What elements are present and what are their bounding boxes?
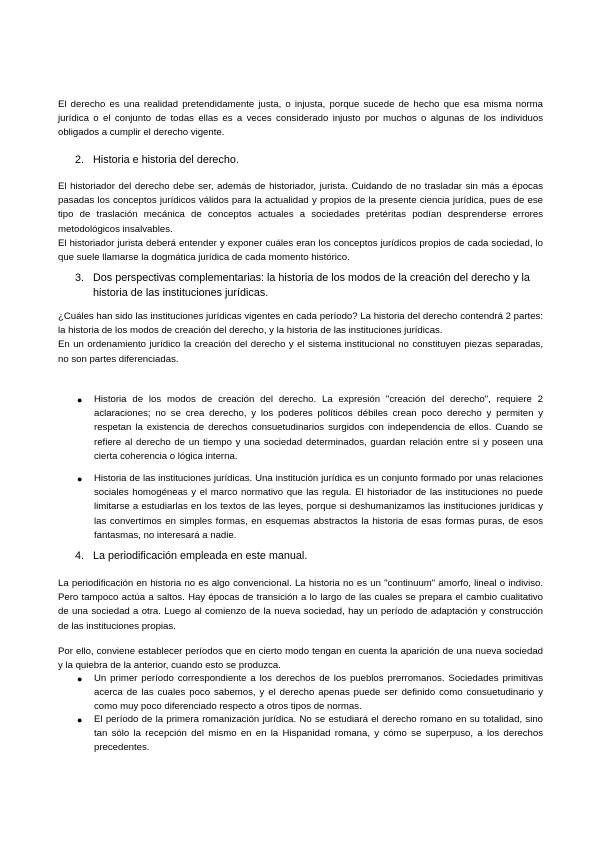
section-heading-4 <box>75 549 545 564</box>
list-item <box>77 713 543 756</box>
paragraph-periods <box>58 645 543 673</box>
heading-number: 3. <box>75 272 85 284</box>
list-item <box>77 672 543 715</box>
list-item <box>77 393 543 464</box>
paragraph-text: El historiador del derecho debe ser, además de historiador, jurista. Cuidando de no trasladar sin más a épocas pasadas los conceptos jurídicos válidos para la actualidad y propios de la presente ciencia jurídica, pues de ese tipo de traslación mecánica de conceptos actuales a sociedades pretéritas podían desprenderse errores metodológicos insalvables. <box>58 181 543 235</box>
paragraph-text: El historiador jurista deberá entender y exponer cuáles eran los conceptos jurídicos propios de cada sociedad, lo que suele llamarse la dogmática jurídica de cada momento histórico. <box>58 237 543 264</box>
paragraph-text: En un ordenamiento jurídico la creación del derecho y el sistema institucional no constituyen piezas separadas, no son partes diferenciadas. <box>58 339 543 365</box>
heading-text: Historia e historia del derecho. <box>93 154 239 166</box>
paragraph-text: ¿Cuáles han sido las instituciones jurídicas vigentes en cada período? La historia del derecho contendrá 2 partes: la historia de los modos de creación del derecho, y la historia de las instituciones jurídicas. <box>58 311 543 337</box>
heading-number: 4. <box>75 550 85 562</box>
paragraph-text: El derecho es una realidad pretendidamente justa, o injusta, porque sucede de hecho que esa misma norma jurídica o el conjunto de todas ellas es a veces considerado injusto por muchos o algunas de los individuos obligados a cumplir el derecho vigente. <box>58 99 543 139</box>
section-heading-3 <box>75 271 545 301</box>
paragraph-institutions <box>58 310 543 367</box>
heading-text: Dos perspectivas complementarias: la historia de los modos de la creación del derecho y la historia de las instituciones jurídicas. <box>93 272 530 299</box>
bullet-icon: ● <box>77 674 83 684</box>
bullet-icon: ● <box>77 715 83 725</box>
bullet-icon: ● <box>77 395 83 405</box>
paragraph-text: La periodificación en historia no es algo convencional. La historia no es un "continuum" amorfo, lineal o indiviso. Pero tampoco actúa a saltos. Hay épocas de transición a lo largo de las cuales se prepara el cambio cualitativo de una sociedad a otra. Luego al comienzo de la nueva sociedad, hay un período de adaptación y construcción de las instituciones propias. <box>58 578 543 632</box>
paragraph-intro <box>58 98 543 141</box>
list-item <box>77 472 543 543</box>
paragraph-periodization <box>58 577 543 634</box>
list-item-text: Un primer período correspondiente a los derechos de los pueblos prerromanos. Sociedades primitivas acerca de las cuales poco sabemos, y el derecho apenas puede ser definido como consuetudinario y como muy poco diferenciado respecto a otros tipos de normas. <box>94 673 543 713</box>
heading-text: La periodificación empleada en este manual. <box>93 550 308 562</box>
list-item-text: El período de la primera romanización jurídica. No se estudiará el derecho romano en su totalidad, sino tan sólo la recepción del mismo en en la Hispanidad romana, y cómo se superpuso, a los derechos precedentes. <box>94 714 543 754</box>
list-item-text: Historia de las instituciones jurídicas. Una institución jurídica es un conjunto formado por unas relaciones sociales homogéneas y el marco normativo que las regula. El historiador de las instituciones no puede limitarse a estudiarlas en los textos de las leyes, porque si deshumanizamos las instituciones jurídicas y las convertimos en simples formas, en esquemas abstractos la historia de esas formas puras, de esos fantasmas, no interesará a nadie. <box>94 473 543 541</box>
paragraph-text: Por ello, conviene establecer períodos que en cierto modo tengan en cuenta la aparición de una nueva sociedad y la quiebra de la anterior, cuando esto se produzca. <box>58 646 543 672</box>
paragraph-historian <box>58 180 543 265</box>
list-item-text: Historia de los modos de creación del derecho. La expresión "creación del derecho", requiere 2 aclaraciones; no se crea derecho, y los poderes políticos débiles crean poco derecho y permiten y respetan la existencia de derechos consuetudinarios surgidos con independencia de ellos. Cuando se refiere al derecho de un tiempo y una sociedad determinados, guardan relación entre sí y poseen una cierta coherencia o lógica interna. <box>94 394 543 462</box>
heading-number: 2. <box>75 154 85 166</box>
section-heading-2 <box>75 153 545 168</box>
bullet-icon: ● <box>77 474 83 484</box>
